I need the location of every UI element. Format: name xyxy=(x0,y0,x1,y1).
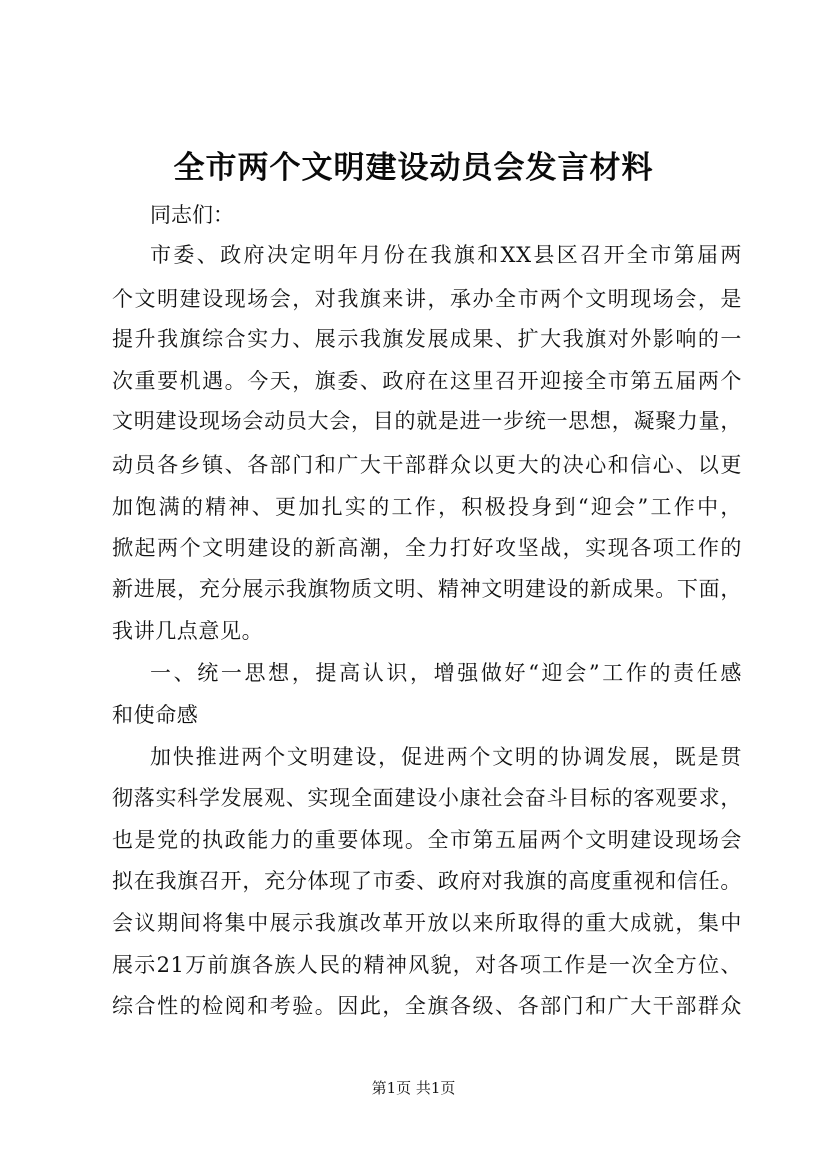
paragraph-line: 加快推进两个文明建设，促进两个文明的协调发展，既是贯 xyxy=(150,745,742,769)
paragraph-line: 彻落实科学发展观、实现全面建设小康社会奋斗目标的客观要求， xyxy=(112,786,742,810)
document-title: 全市两个文明建设动员会发言材料 xyxy=(173,150,654,186)
paragraph-line: 拟在我旗召开，充分体现了市委、政府对我旗的高度重视和信任。 xyxy=(112,869,742,893)
paragraph-line: 展示21万前旗各族人民的精神风貌，对各项工作是一次全方位、 xyxy=(112,953,742,977)
section-heading-line: 和使命感 xyxy=(112,703,199,727)
paragraph-line: 会议期间将集中展示我旗改革开放以来所取得的重大成就，集中 xyxy=(112,911,742,935)
paragraph-line: 也是党的执政能力的重要体现。全市第五届两个文明建设现场会 xyxy=(112,828,742,852)
paragraph-line: 次重要机遇。今天，旗委、政府在这里召开迎接全市第五届两个 xyxy=(112,369,742,393)
page-footer: 第1页 共1页 xyxy=(371,1079,456,1097)
paragraph-line: 掀起两个文明建设的新高潮，全力打好攻坚战，实现各项工作的 xyxy=(112,536,742,560)
section-heading-line: 一、统一思想，提高认识，增强做好“迎会”工作的责任感 xyxy=(150,661,742,685)
greeting: 同志们： xyxy=(150,203,234,227)
paragraph-line: 文明建设现场会动员大会，目的就是进一步统一思想，凝聚力量， xyxy=(112,409,742,433)
paragraph-line: 综合性的检阅和考验。因此，全旗各级、各部门和广大干部群众 xyxy=(112,994,742,1018)
paragraph-line: 新进展，充分展示我旗物质文明、精神文明建设的新成果。下面， xyxy=(112,577,742,601)
paragraph-line: 我讲几点意见。 xyxy=(112,619,264,643)
paragraph-line: 提升我旗综合实力、展示我旗发展成果、扩大我旗对外影响的一 xyxy=(112,327,742,351)
paragraph-line: 加饱满的精神、更加扎实的工作，积极投身到“迎会”工作中， xyxy=(112,495,742,519)
paragraph-line: 个文明建设现场会，对我旗来讲，承办全市两个文明现场会，是 xyxy=(112,287,742,311)
paragraph-line: 动员各乡镇、各部门和广大干部群众以更大的决心和信心、以更 xyxy=(112,453,742,477)
paragraph-line: 市委、政府决定明年月份在我旗和XX县区召开全市第届两 xyxy=(150,243,742,267)
